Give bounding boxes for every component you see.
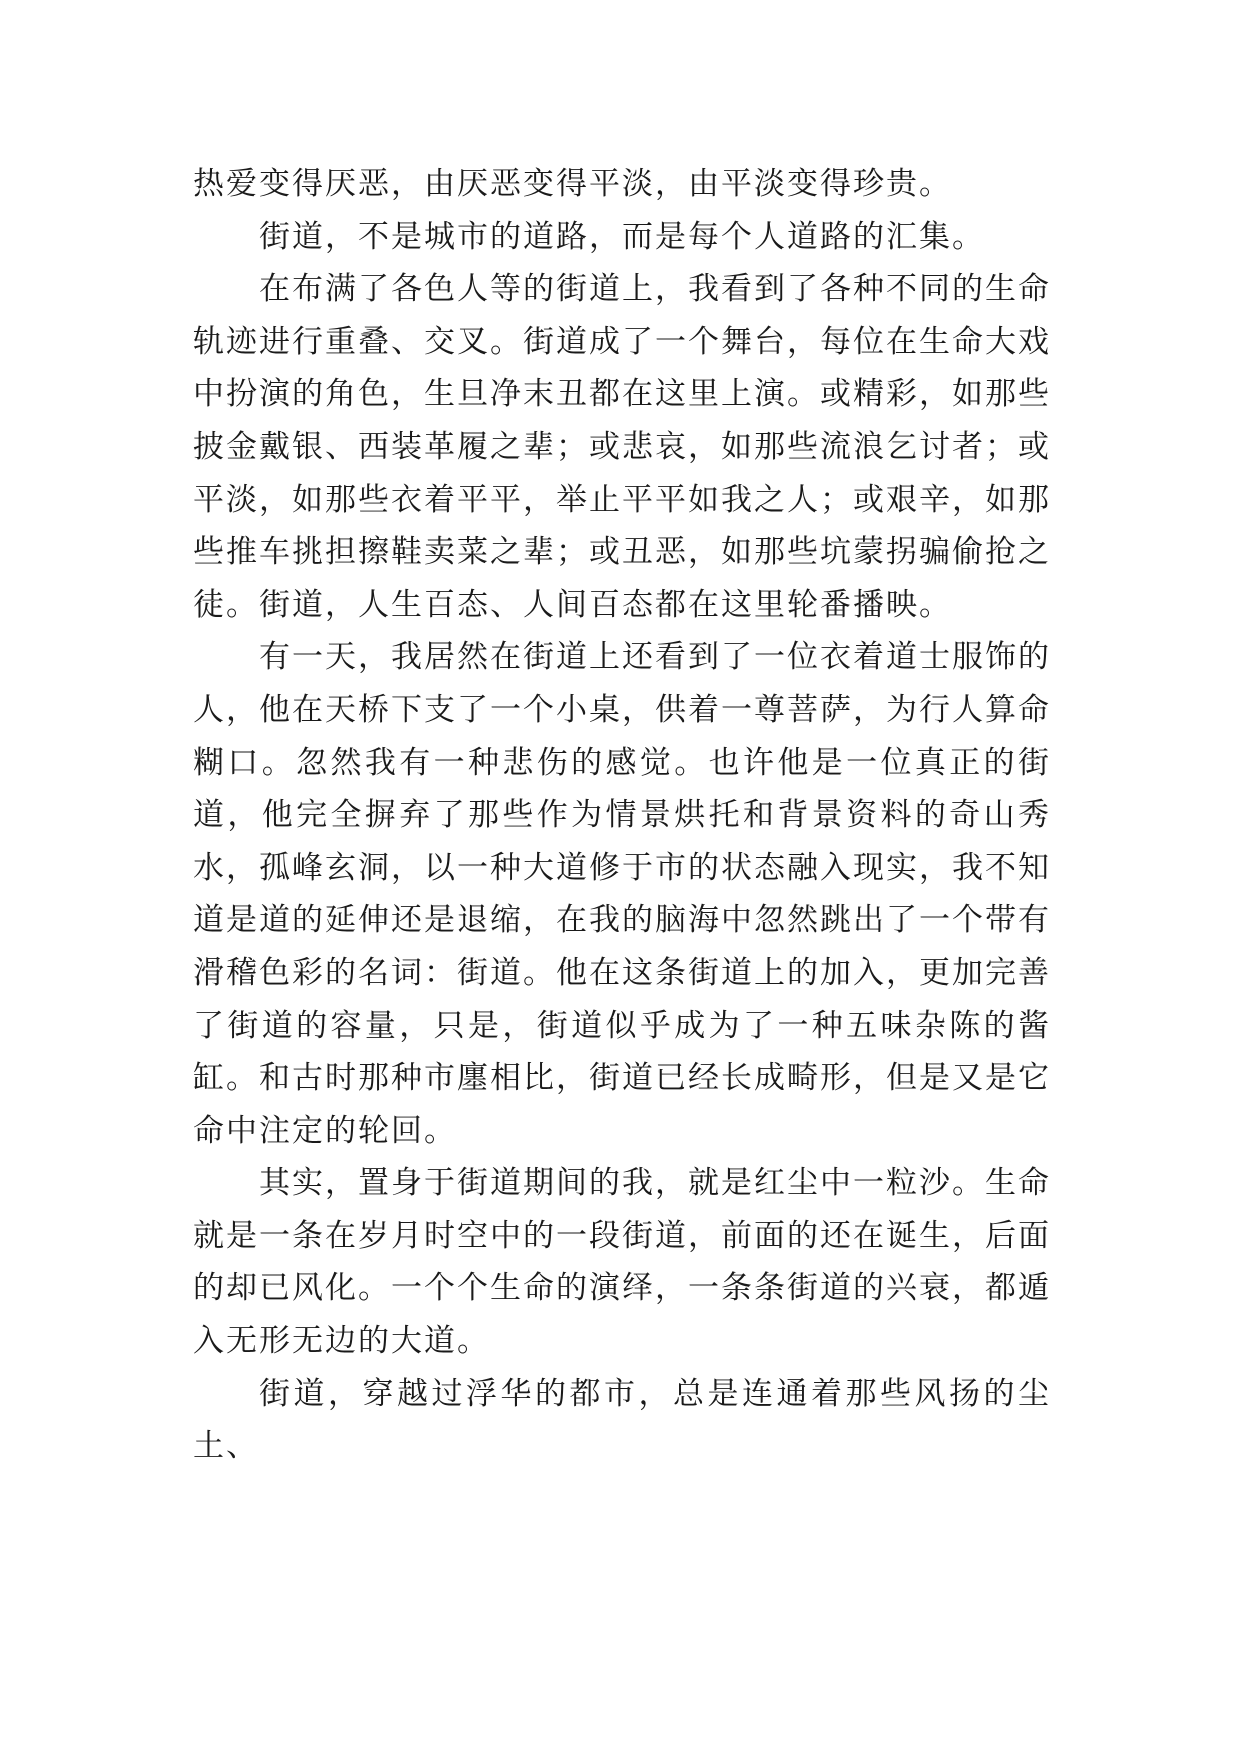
paragraph-continuation: 热爱变得厌恶，由厌恶变得平淡，由平淡变得珍贵。: [193, 166, 952, 202]
paragraph: 有一天，我居然在街道上还看到了一位衣着道士服饰的人，他在天桥下支了一个小桌，供着一尊菩萨，为行人算命糊口。忽然我有一种悲伤的感觉。也许他是一位真正的街道，他完全摒弃了那些作为情景烘托和背景资料的奇山秀水，孤峰玄洞，以一种大道修于市的状态融入现实，我不知道是道的延伸还是退缩，在我的脑海中忽然跳出了一个带有滑稽色彩的名词：街道。他在这条街道上的加入，更加完善了街道的容量，只是，街道似乎成为了一种五味杂陈的酱缸。和古时那种市廛相比，街道已经长成畸形，但是又是它命中注定的轮回。: [193, 639, 1051, 1149]
body-text: [193, 158, 1051, 1473]
paragraph: 街道，穿越过浮华的都市，总是连通着那些风扬的尘土、: [193, 1375, 1051, 1465]
paragraph: 街道，不是城市的道路，而是每个人道路的汇集。: [259, 218, 985, 255]
paragraph: 其实，置身于街道期间的我，就是红尘中一粒沙。生命就是一条在岁月时空中的一段街道，前面的还在诞生，后面的却已风化。一个个生命的演绎，一条条街道的兴衰，都遁入无形无边的大道。: [193, 1165, 1051, 1360]
paragraph: 在布满了各色人等的街道上，我看到了各种不同的生命轨迹进行重叠、交叉。街道成了一个舞台，每位在生命大戏中扮演的角色，生旦净末丑都在这里上演。或精彩，如那些披金戴银、西装革履之辈；或悲哀，如那些流浪乞讨者；或平淡，如那些衣着平平，举止平平如我之人；或艰辛，如那些推车挑担擦鞋卖菜之辈；或丑恶，如那些坑蒙拐骗偷抢之徒。街道，人生百态、人间百态都在这里轮番播映。: [193, 271, 1051, 623]
